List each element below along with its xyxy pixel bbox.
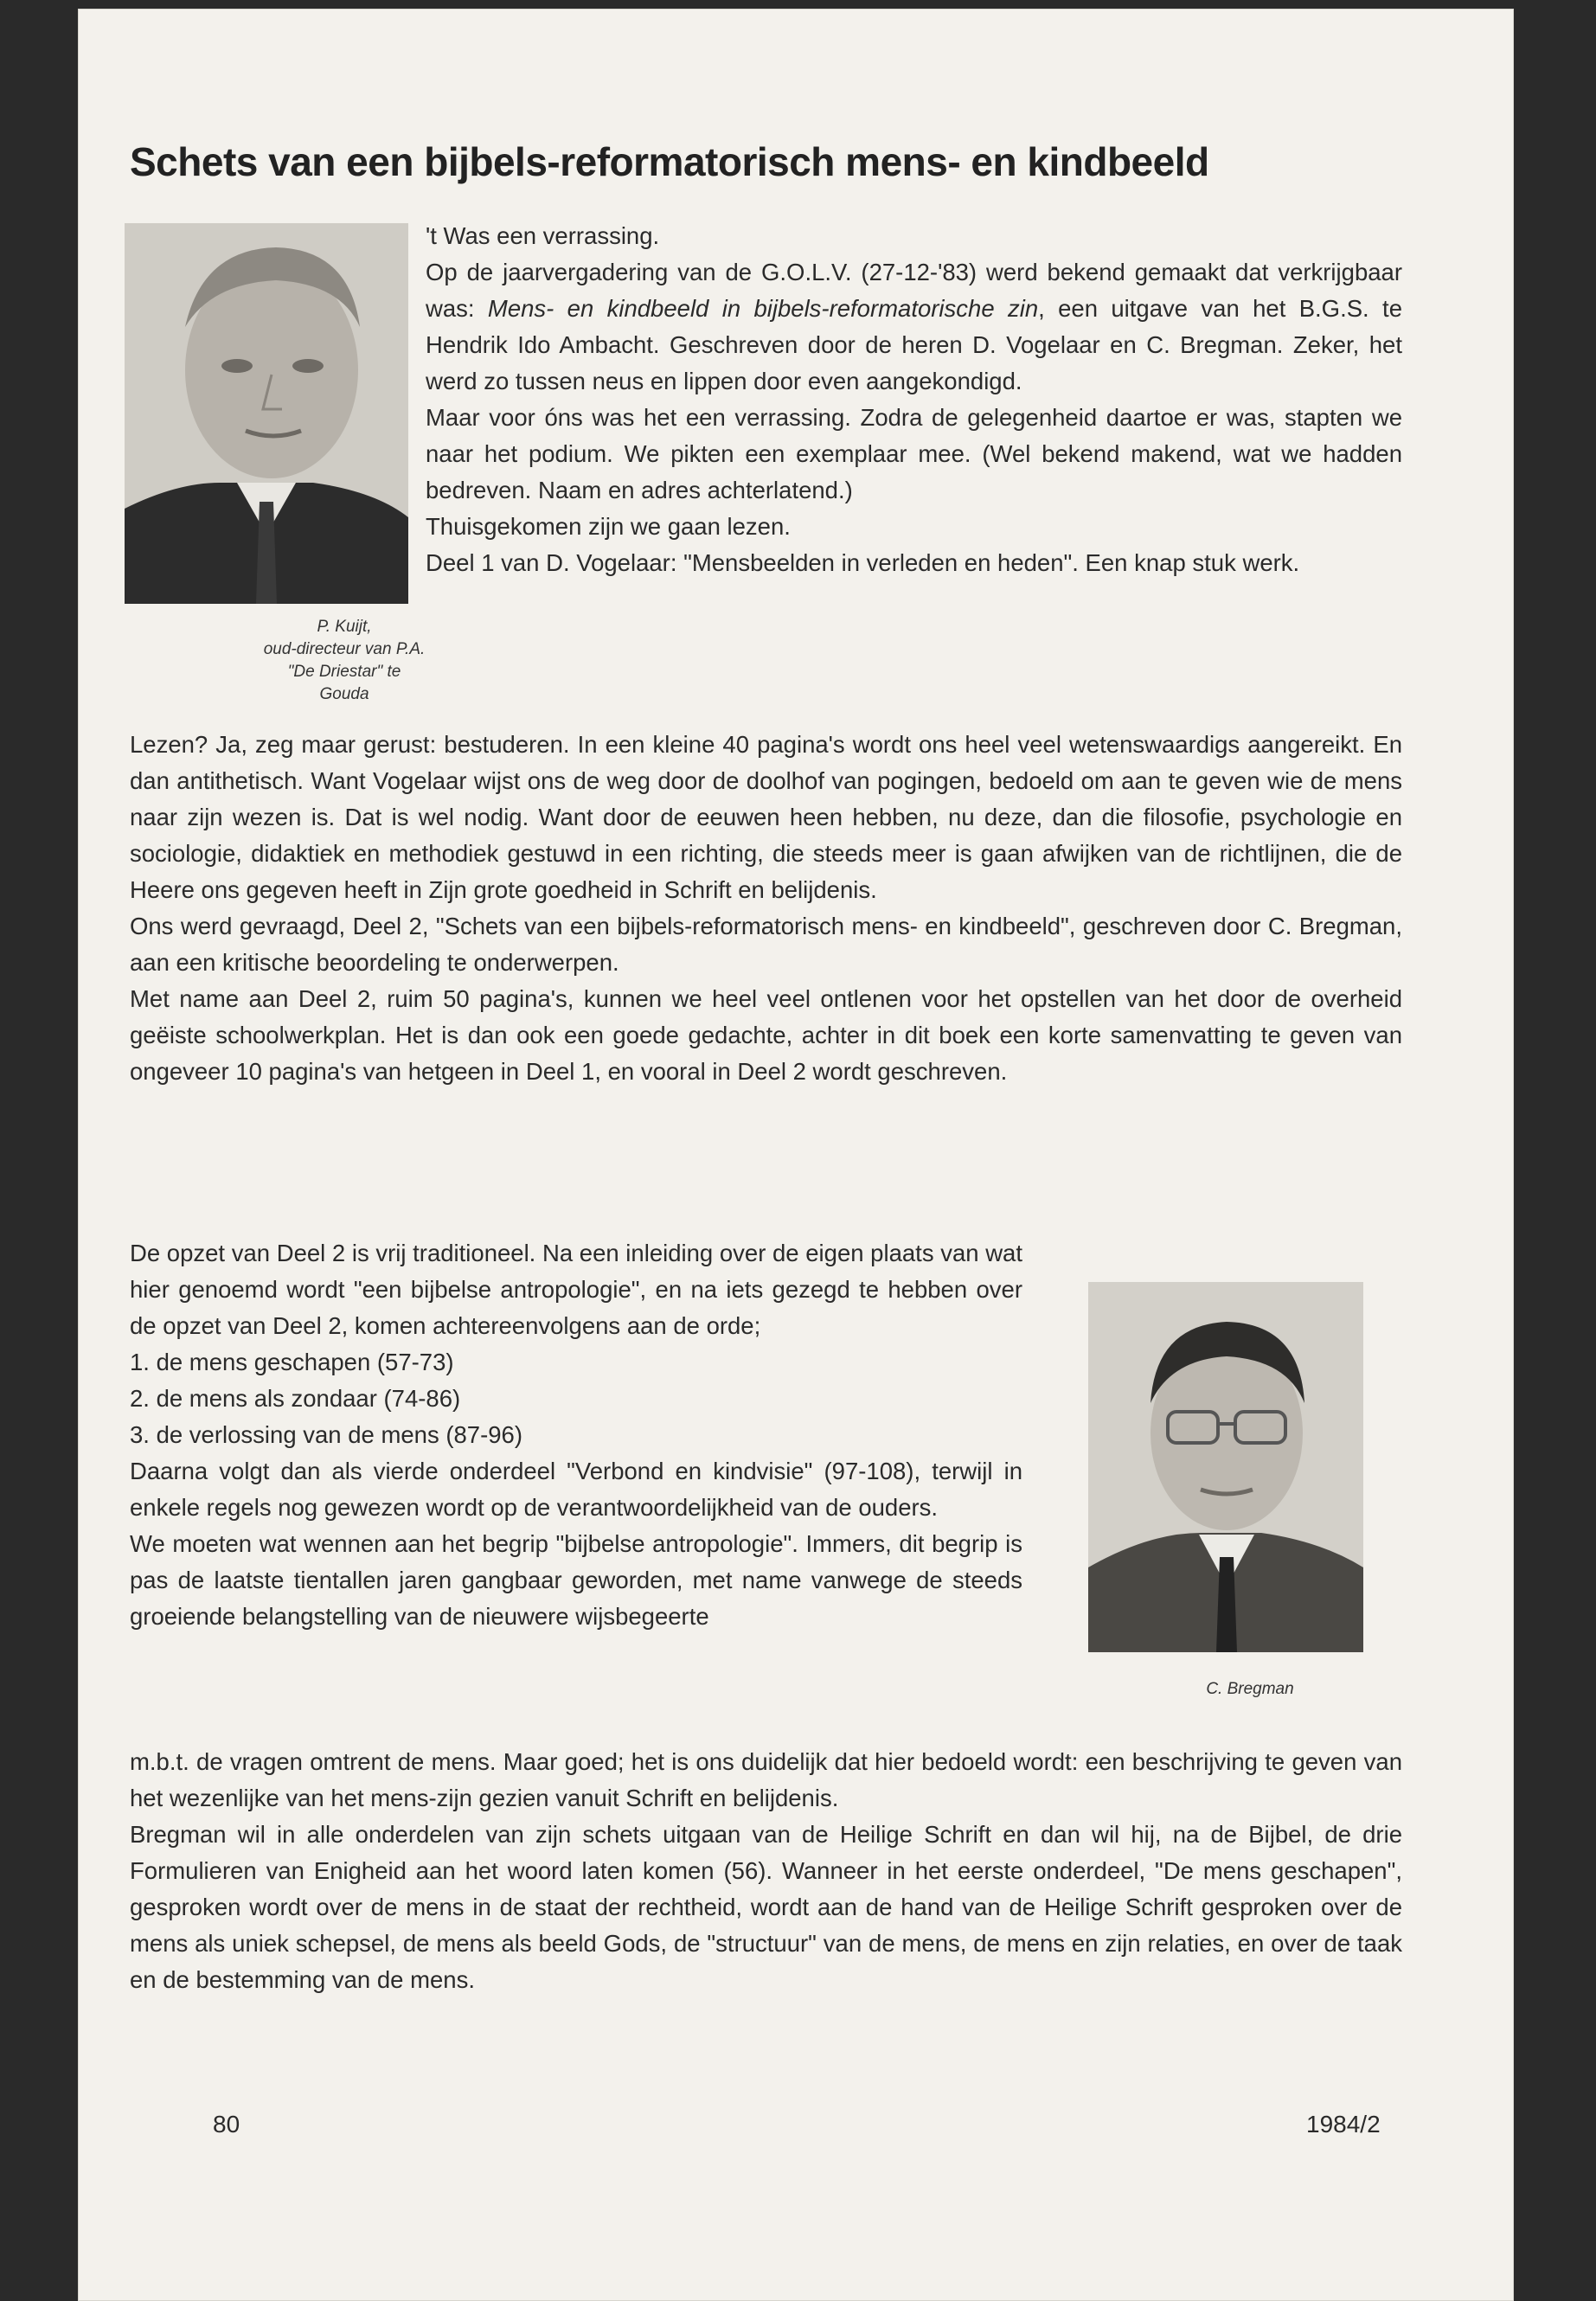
- portrait-bregman-image: [1088, 1282, 1363, 1652]
- closing-column: [130, 1744, 1402, 1998]
- paragraph-text: Op de jaarvergadering van de G.O.L.V. (27-12-'83) werd bekend gemaakt dat verkrijgbaar was:: [426, 259, 1402, 322]
- caption-kuijt: [189, 616, 500, 706]
- article-title: Schets van een bijbels-reformatorisch mens- en kindbeeld: [130, 139, 1209, 184]
- paragraph: [426, 254, 1402, 400]
- caption-kuijt-line: Gouda: [319, 685, 369, 703]
- paragraph: Daarna volgt dan als vierde onderdeel "Verbond en kindvisie" (97-108), terwijl in enkele regels nog gewezen wordt op de verantwoordelijkheid van de ouders.: [130, 1458, 1022, 1521]
- paragraph: Deel 1 van D. Vogelaar: "Mensbeelden in verleden en heden". Een knap stuk werk.: [426, 549, 1300, 576]
- caption-kuijt-line: P. Kuijt,: [317, 618, 372, 636]
- list-item: 3. de verlossing van de mens (87-96): [130, 1421, 522, 1448]
- caption-kuijt-line: "De Driestar" te: [287, 663, 401, 681]
- issue-number: 1984/2: [1306, 2111, 1381, 2138]
- main-column: [130, 727, 1402, 1090]
- portrait-kuijt-image: [125, 223, 408, 604]
- caption-kuijt-line: oud-directeur van P.A.: [263, 640, 426, 658]
- intro-column: [426, 218, 1402, 581]
- paragraph: De opzet van Deel 2 is vrij traditioneel. Na een inleiding over de eigen plaats van wat hier genoemd wordt "een bijbelse antropologie", en na iets gezegd te hebben over de opzet van Deel 2, komen achtereenvolgens aan de orde;: [130, 1240, 1022, 1339]
- paragraph-text: , een uitgave van het B.G.S. te Hendrik Ido Ambacht. Geschreven door de heren D. Vogelaar en C. Bregman. Zeker, het werd zo tussen neus en lippen door even aangekondigd.: [426, 295, 1402, 394]
- paragraph: Ons werd gevraagd, Deel 2, "Schets van een bijbels-reformatorisch mens- en kindbeeld", geschreven door C. Bregman, aan een kritische beoordeling te onderwerpen.: [130, 913, 1402, 976]
- paragraph: Bregman wil in alle onderdelen van zijn schets uitgaan van de Heilige Schrift en dan wil hij, na de Bijbel, de drie Formulieren van Enigheid aan het woord laten komen (56). Wanneer in het eerste onderdeel, "De mens geschapen", gesproken wordt over de mens in de staat der rechtheid, wordt aan de hand van de Heilige Schrift gesproken over de mens als uniek schepsel, de mens als beeld Gods, de "structuur" van de mens, de mens en zijn relaties, en over de taak en de bestemming van de mens.: [130, 1821, 1402, 1993]
- paragraph: 't Was een verrassing.: [426, 222, 660, 249]
- paragraph: Lezen? Ja, zeg maar gerust: bestuderen. In een kleine 40 pagina's wordt ons heel veel wetenswaardigs aangereikt. En dan antithetisch. Want Vogelaar wijst ons de weg door de doolhof van pogingen, bedoeld om aan te geven wie de mens naar zijn wezen is. Dat is wel nodig. Want door de eeuwen heen hebben, nu deze, dan die filosofie, psychologie en sociologie, didaktiek en methodiek gestuwd in een richting, die steeds meer is gaan afwijken van de richtlijnen, die de Heere ons gegeven heeft in Zijn grote goedheid in Schrift en belijdenis.: [130, 731, 1402, 903]
- portrait-photo-kuijt: [125, 223, 408, 604]
- paragraph: Thuisgekomen zijn we gaan lezen.: [426, 513, 791, 540]
- paragraph: Maar voor óns was het een verrassing. Zodra de gelegenheid daartoe er was, stapten we naar het podium. We pikten een exemplaar mee. (Wel bekend makend, wat we hadden bedreven. Naam en adres achterlatend.): [426, 404, 1402, 503]
- book-title: Mens- en kindbeeld in bijbels-reformatorische zin: [487, 295, 1039, 322]
- page-number: 80: [213, 2111, 240, 2138]
- paragraph: We moeten wat wennen aan het begrip "bijbelse antropologie". Immers, dit begrip is pas de laatste tientallen jaren gangbaar geworden, met name vanwege de steeds groeiende belangstelling van de nieuwere wijsbegeerte: [130, 1530, 1022, 1630]
- list-item: 2. de mens als zondaar (74-86): [130, 1385, 461, 1412]
- narrow-column: [130, 1235, 1022, 1635]
- list-item: 1. de mens geschapen (57-73): [130, 1349, 454, 1375]
- caption-bregman: C. Bregman: [1206, 1680, 1294, 1698]
- paragraph: Met name aan Deel 2, ruim 50 pagina's, kunnen we heel veel ontlenen voor het opstellen van het door de overheid geëiste schoolwerkplan. Het is dan ook een goede gedachte, achter in dit boek een korte samenvatting te geven van ongeveer 10 pagina's van hetgeen in Deel 1, en vooral in Deel 2 wordt geschreven.: [130, 985, 1402, 1085]
- paragraph: m.b.t. de vragen omtrent de mens. Maar goed; het is ons duidelijk dat hier bedoeld wordt: een beschrijving te geven van het wezenlijke van het mens-zijn gezien vanuit Schrift en belijdenis.: [130, 1748, 1402, 1811]
- portrait-photo-bregman: [1088, 1282, 1363, 1652]
